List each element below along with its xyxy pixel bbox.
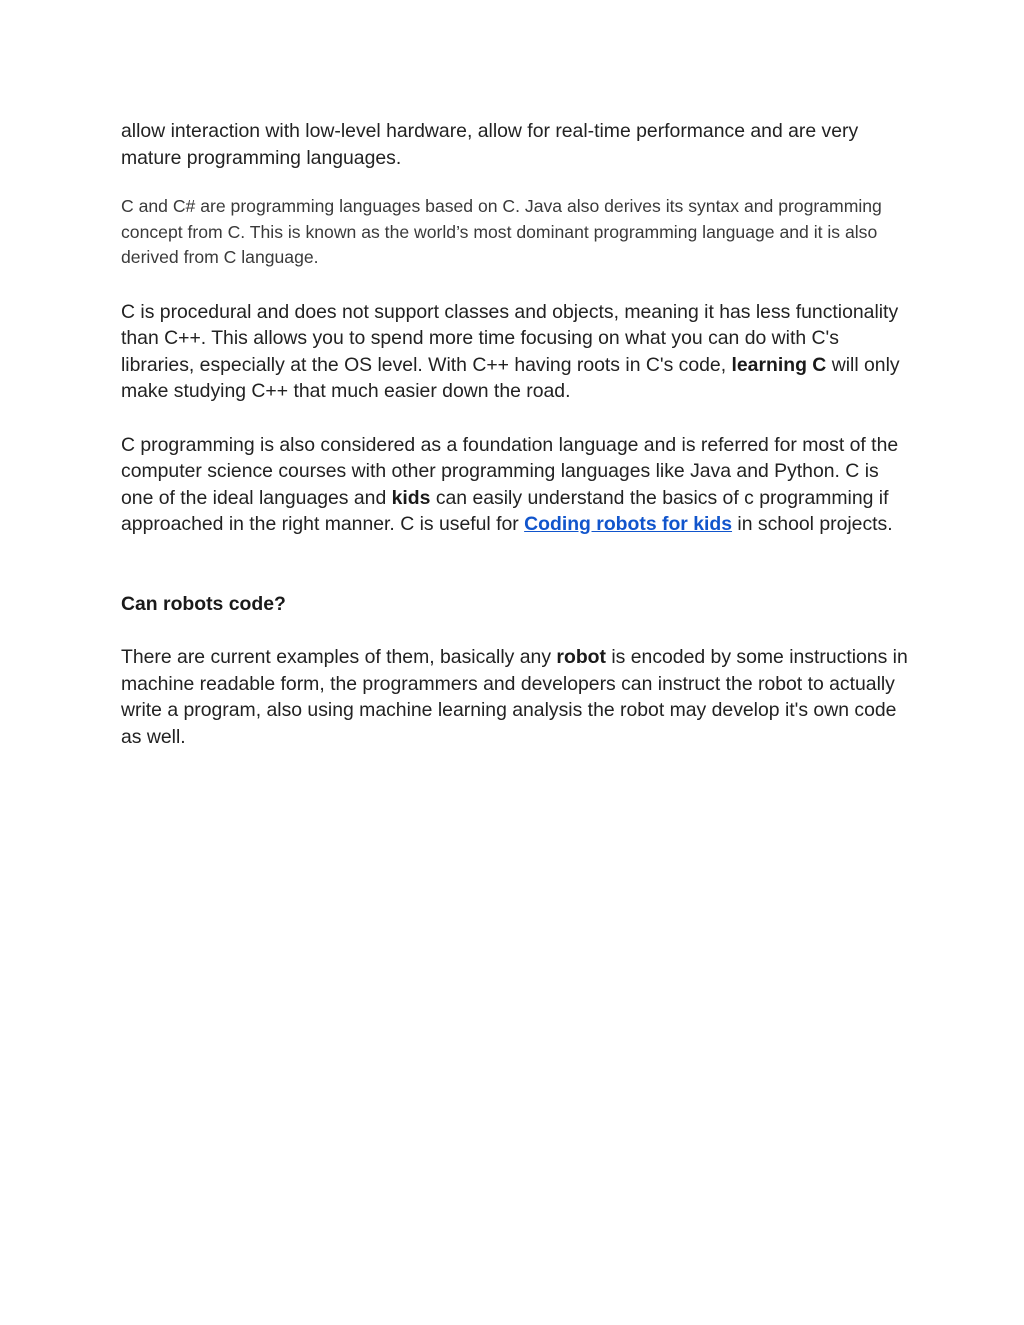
paragraph-text: will only make studying C++ that much easier down the road. bbox=[121, 353, 900, 402]
bold-robot: robot bbox=[556, 646, 606, 668]
paragraph-text: allow interaction with low-level hardware, allow for real-time performance and are very mature programming languages. bbox=[121, 120, 859, 169]
paragraph-robots-code bbox=[121, 644, 911, 750]
section-heading: Can robots code? bbox=[121, 592, 286, 615]
paragraph-intro-continuation bbox=[121, 118, 911, 171]
paragraph-text: C is procedural and does not support classes and objects, meaning it has less functionality than C++. This allows you to spend more time focusing on what you can do with C's libraries, especially at the OS level. With C++ having roots in C's code, bbox=[121, 300, 899, 376]
document-page bbox=[121, 118, 911, 750]
paragraph-text: in school projects. bbox=[732, 513, 893, 535]
paragraph-c-derived-languages bbox=[121, 194, 911, 271]
coding-robots-for-kids-link[interactable]: Coding robots for kids bbox=[524, 513, 733, 535]
paragraph-text: C programming is also considered as a foundation language and is referred for most of the computer science courses with other programming languages like Java and Python. C is one of the ideal languages and bbox=[121, 433, 899, 509]
bold-learning-c: learning C bbox=[731, 353, 827, 376]
paragraph-text: can easily understand the basics of c programming if approached in the right manner. C is useful for bbox=[121, 486, 889, 535]
paragraph-text: C and C# are programming languages based on C. Java also derives its syntax and programming concept from C. This is known as the world’s most dominant programming language and it is also derived from C language. bbox=[121, 196, 882, 267]
bold-kids: kids bbox=[391, 486, 431, 509]
paragraph-c-procedural bbox=[121, 299, 911, 405]
paragraph-text: is encoded by some instructions in machine readable form, the programmers and developers can instruct the robot to actually write a program, also using machine learning analysis the robot may develop it's own code as well. bbox=[121, 646, 908, 748]
paragraph-c-foundation bbox=[121, 432, 911, 538]
paragraph-text: There are current examples of them, basically any bbox=[121, 646, 557, 668]
